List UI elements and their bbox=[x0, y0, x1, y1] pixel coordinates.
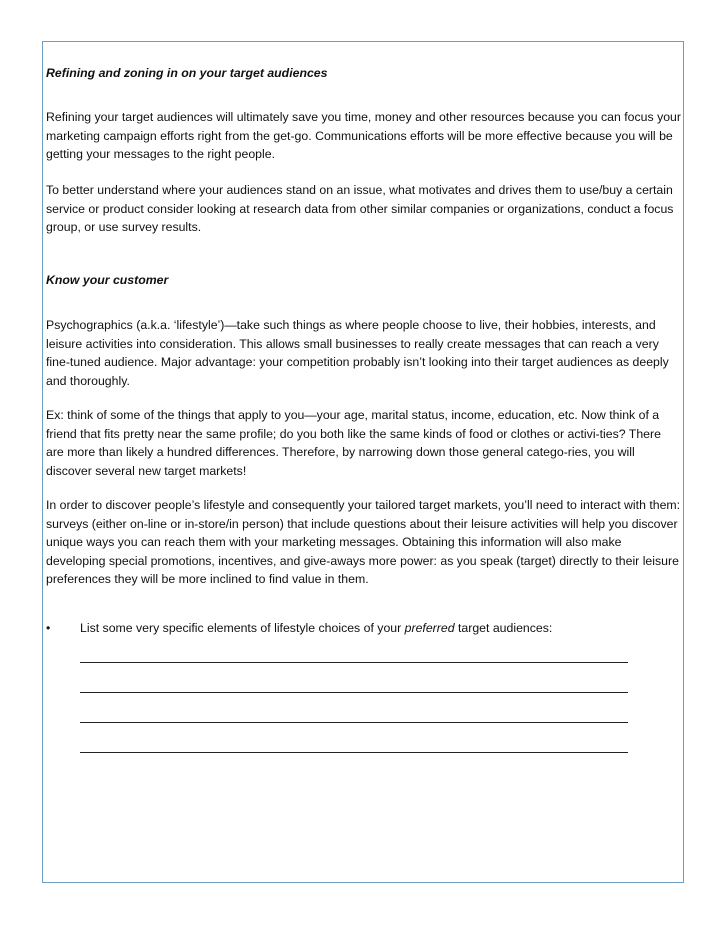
answer-line-3[interactable] bbox=[80, 722, 628, 723]
answer-line-4[interactable] bbox=[80, 752, 628, 753]
exercise-prompt-text: List some very specific elements of lifestyle choices of your preferred target audiences: bbox=[80, 621, 553, 635]
paragraph-psychographics: Psychographics (a.k.a. ‘lifestyle’)—take such things as where people choose to live, their hobbies, interests, and leisure activities into consideration. This allows small businesses to really create messages that can reach a very fine-tuned audience. Major advantage: your competition probably isn’t looking into their target audiences as deeply and thoroughly. bbox=[46, 318, 669, 388]
paragraph-example: Ex: think of some of the things that apply to you—your age, marital status, income, education, etc. Now think of a friend that fits pretty near the same profile; do you both like the same kinds of food or clothes or activi-ties? There are more than likely a hundred differences. Therefore, by narrowing down those general catego-ries, you will discover several new target markets! bbox=[46, 408, 661, 478]
answer-line-1[interactable] bbox=[80, 662, 628, 663]
answer-line-2[interactable] bbox=[80, 692, 628, 693]
paragraph-research-methods: To better understand where your audiences stand on an issue, what motivates and drives them to use/buy a certain service or product consider looking at research data from other similar companies or organizations, conduct a focus group, or use survey results. bbox=[46, 183, 674, 235]
section-heading-know-customer: Know your customer bbox=[46, 273, 169, 287]
section-heading-refining: Refining and zoning in on your target audiences bbox=[46, 66, 328, 80]
paragraph-refining-benefits: Refining your target audiences will ultimately save you time, money and other resources because you can focus your marketing campaign efforts right from the get-go. Communications efforts will be more effective because you will be getting your messages to the right people. bbox=[46, 110, 681, 162]
bullet-icon: • bbox=[46, 621, 51, 635]
paragraph-discover-lifestyle: In order to discover people’s lifestyle and consequently your tailored target markets, you’ll need to interact with them: surveys (either on-line or in-store/in person) that include questions about their leisure activities will help you discover unique ways you can reach them with your marketing messages. Obtaining this information will also make developing special promotions, incentives, and give-aways more power: as you speak (target) directly to their leisure preferences they will be more inclined to find value in them. bbox=[46, 498, 681, 587]
